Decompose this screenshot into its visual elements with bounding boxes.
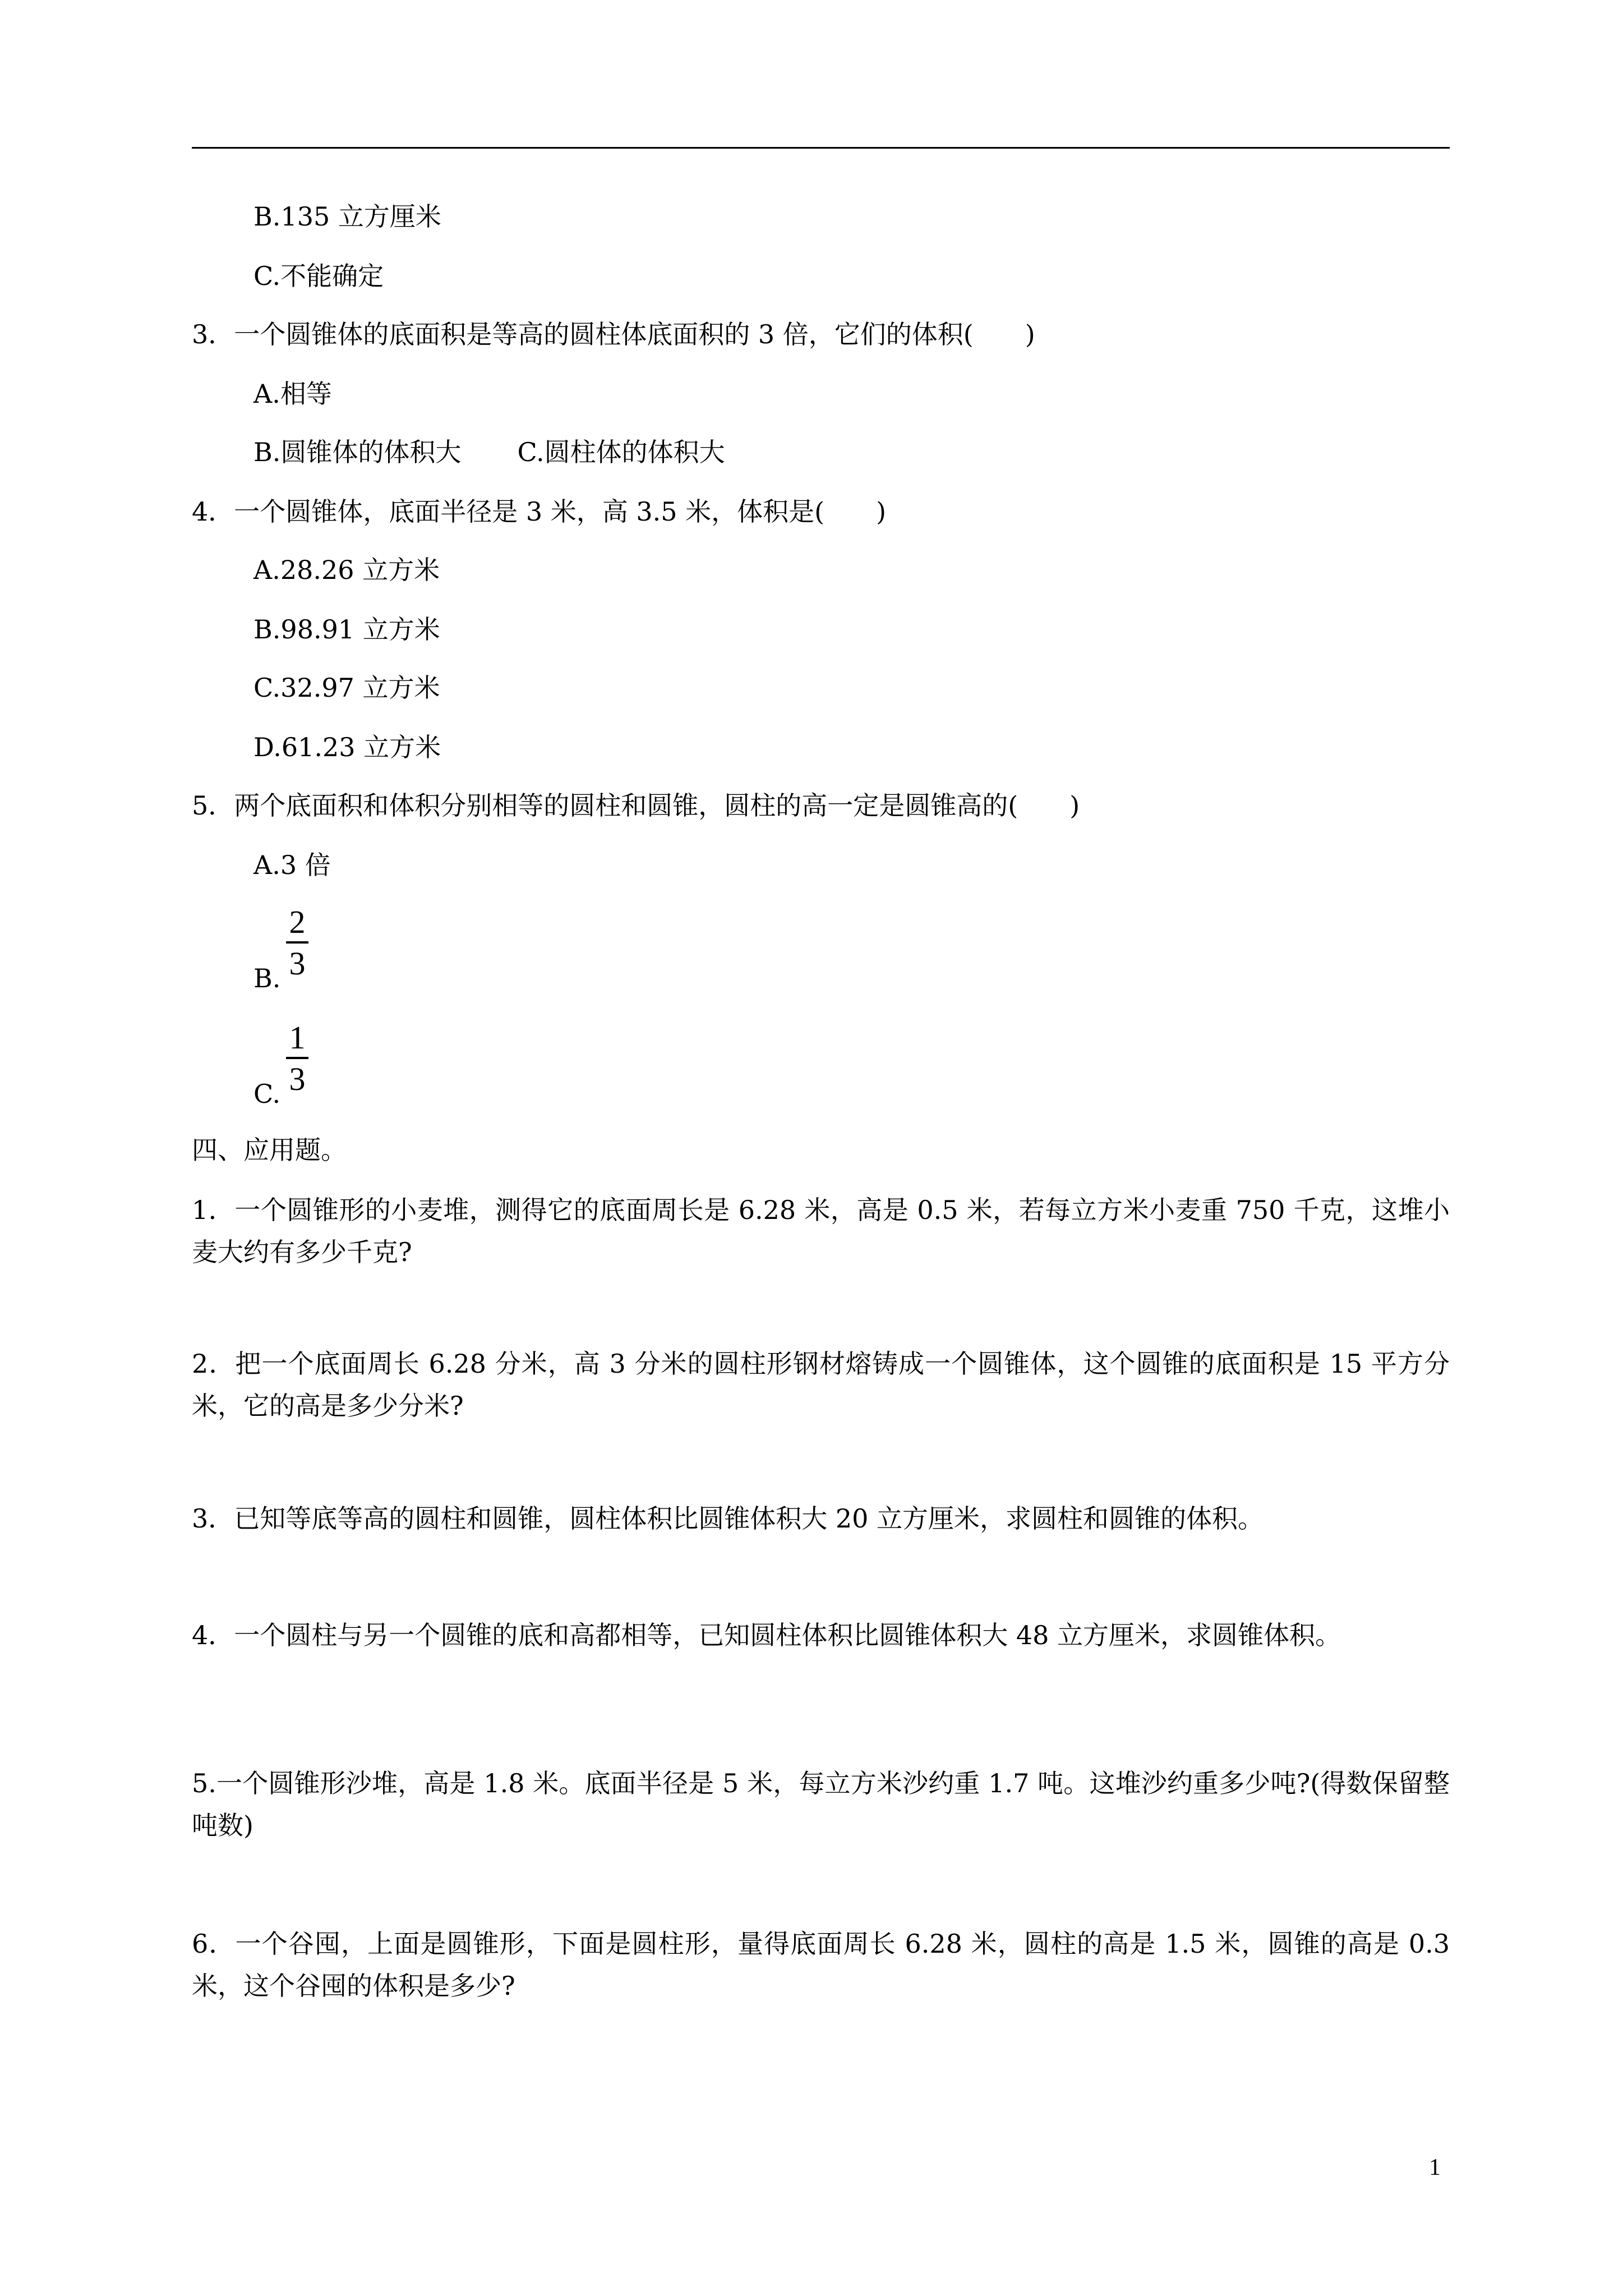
q4-option-a: A.28.26 立方米 [253, 555, 440, 585]
q2-option-c: C.不能确定 [253, 261, 384, 291]
q5-stem: 5．两个底面积和体积分别相等的圆柱和圆锥，圆柱的高一定是圆锥高的( ) [192, 790, 1080, 821]
fraction-numerator: 1 [289, 1019, 306, 1056]
q3-option-a: A.相等 [253, 379, 332, 409]
fraction-denominator: 3 [289, 1061, 306, 1097]
fraction-denominator: 3 [289, 945, 306, 982]
header-rule [192, 147, 1450, 149]
application-problem-4: 4．一个圆柱与另一个圆锥的底和高都相等，已知圆柱体积比圆锥体积大 48 立方厘米，求圆锥体积。 [192, 1620, 1341, 1650]
q5-option-c-label: C. [253, 1079, 281, 1109]
q5-option-c-fraction [286, 1020, 308, 1097]
q3-option-c: C.圆柱体的体积大 [517, 437, 725, 467]
q4-option-c: C.32.97 立方米 [253, 673, 440, 703]
application-problem-1: 1．一个圆锥形的小麦堆，测得它的底面周长是 6.28 米，高是 0.5 米，若每立方米小麦重 750 千克，这堆小麦大约有多少千克? [192, 1195, 1450, 1267]
q5-option-b-label: B. [253, 963, 281, 993]
fraction-bar [286, 941, 308, 944]
q4-option-b: B.98.91 立方米 [253, 614, 440, 645]
q3-options-bc [253, 434, 725, 470]
page-number: 1 [1429, 2155, 1441, 2180]
q2-option-b: B.135 立方厘米 [253, 201, 441, 232]
application-problem-6: 6．一个谷囤，上面是圆锥形，下面是圆柱形，量得底面周长 6.28 米，圆柱的高是 1.5 米，圆锥的高是 0.3 米，这个谷囤的体积是多少? [192, 1929, 1450, 2001]
q3-stem: 3．一个圆锥体的底面积是等高的圆柱体底面积的 3 倍，它们的体积( ) [192, 319, 1035, 349]
application-problem-2: 2．把一个底面周长 6.28 分米，高 3 分米的圆柱形钢材熔铸成一个圆锥体，这个圆锥的底面积是 15 平方分米，它的高是多少分米? [192, 1349, 1450, 1421]
q5-option-a: A.3 倍 [253, 850, 331, 880]
section-heading: 四、应用题。 [192, 1135, 347, 1165]
fraction-numerator: 2 [289, 904, 306, 940]
application-problem-5: 5.一个圆锥形沙堆，高是 1.8 米。底面半径是 5 米，每立方米沙约重 1.7 吨。这堆沙约重多少吨?(得数保留整吨数) [192, 1768, 1450, 1841]
application-problem-3: 3．已知等底等高的圆柱和圆锥，圆柱体积比圆锥体积大 20 立方厘米，求圆柱和圆锥的体积。 [192, 1503, 1264, 1534]
q5-option-b-fraction [286, 904, 308, 982]
q4-option-d: D.61.23 立方米 [253, 732, 441, 762]
q4-stem: 4．一个圆锥体，底面半径是 3 米，高 3.5 米，体积是( ) [192, 496, 887, 527]
fraction-bar [286, 1057, 308, 1059]
q3-option-b: B.圆锥体的体积大 [253, 437, 462, 467]
